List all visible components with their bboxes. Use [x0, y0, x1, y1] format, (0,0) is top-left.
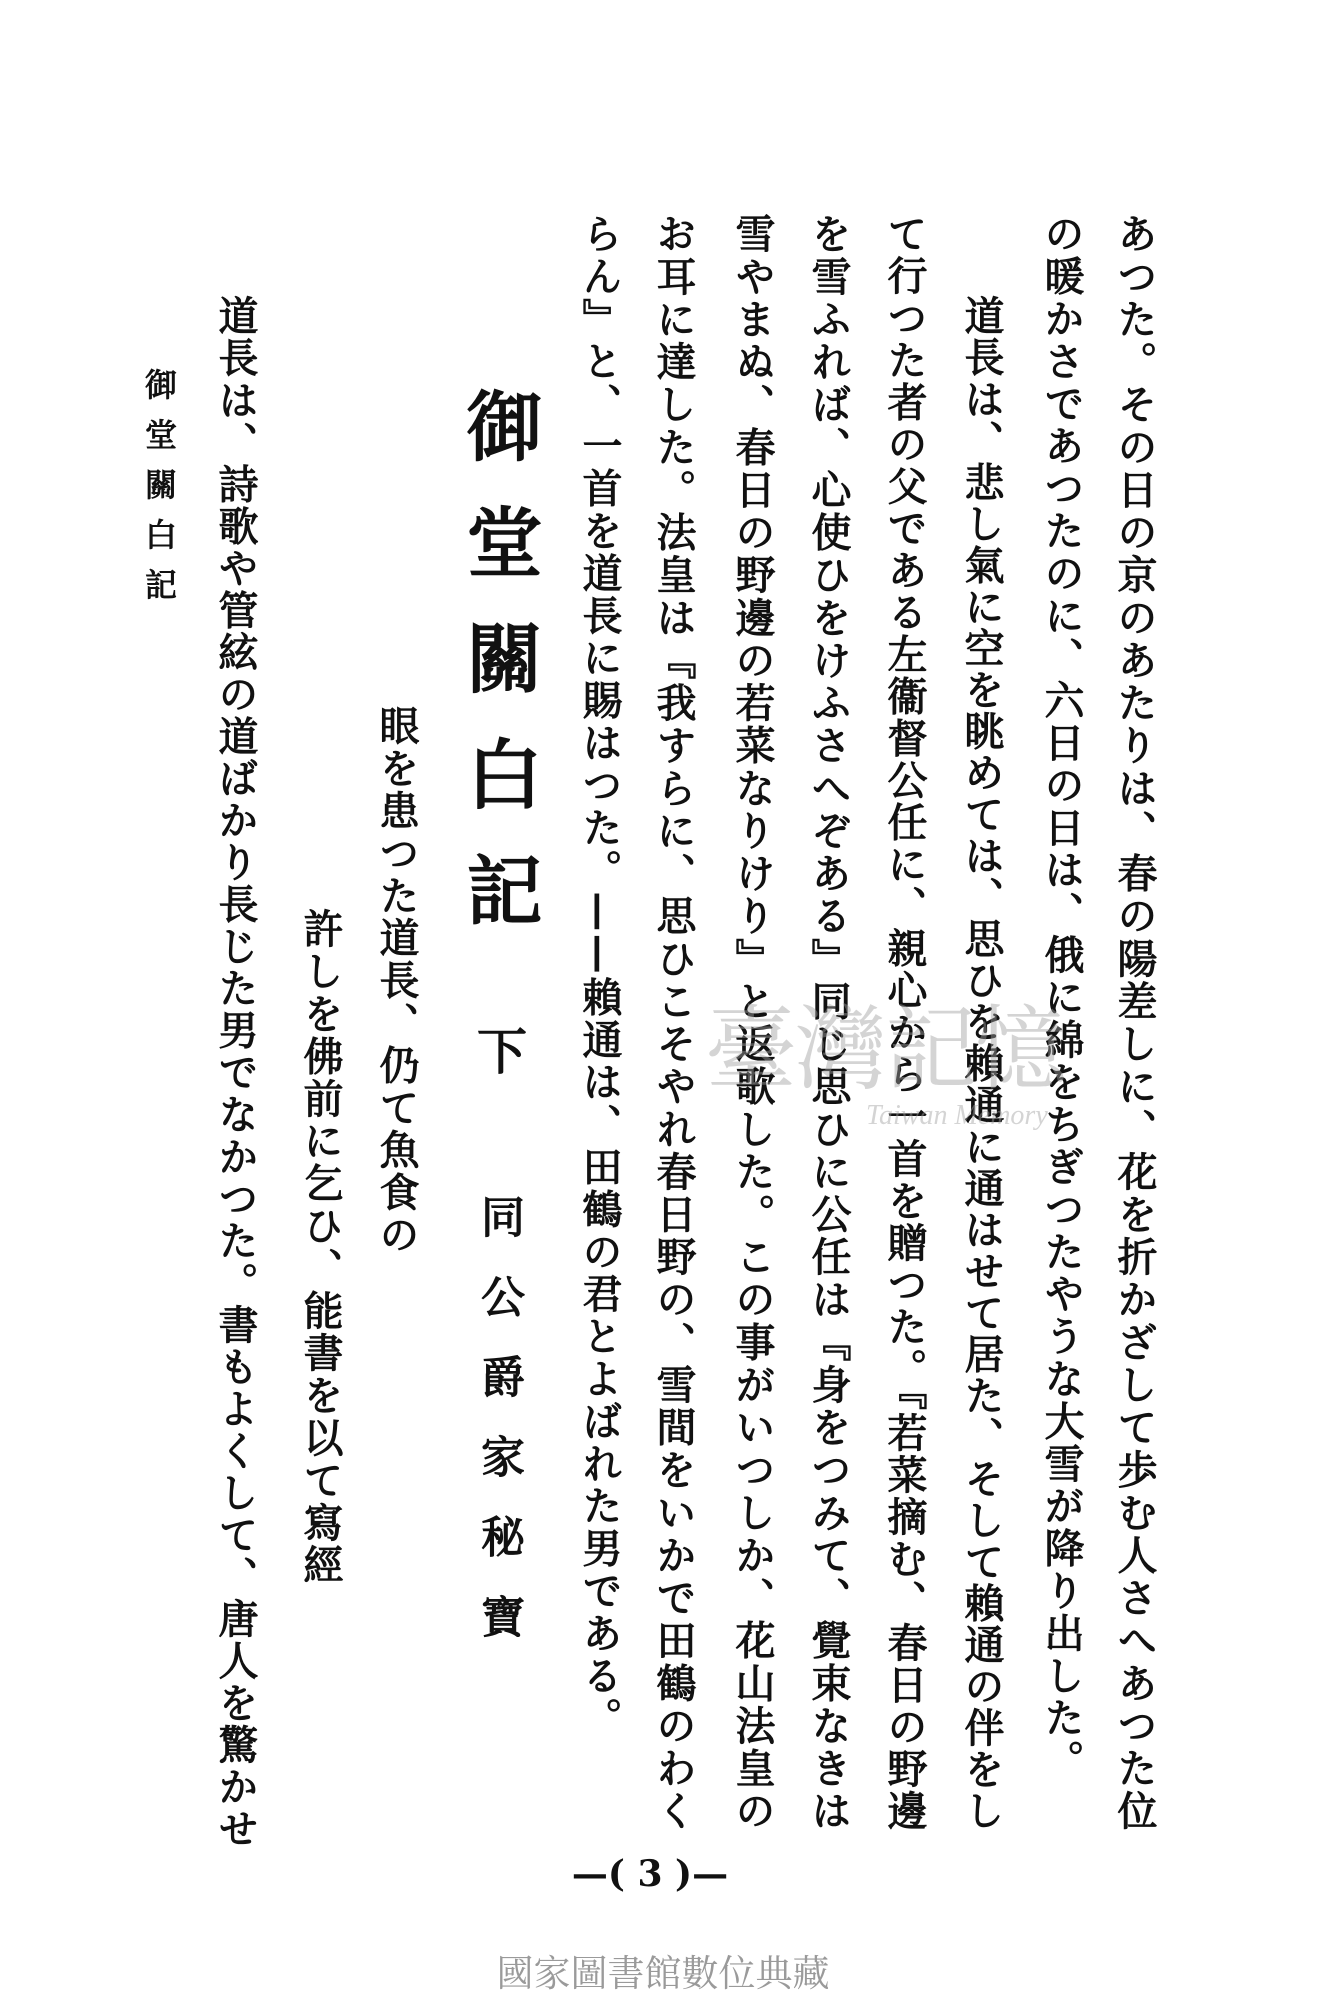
text-column-4: て行つた者の父である左衞督公任に、親心から一首を贈つた。『若菜摘む、春日の野邊 — [881, 213, 928, 1830]
text-column-5: を雪ふれば、心使ひをけふさへぞある』同じ思ひに公任は『身をつみて、覺束なきは — [805, 213, 852, 1830]
text-column-3: 道長は、悲し氣に空を眺めては、思ひを賴通に通はせて居た、そして賴通の伴をし — [958, 295, 1005, 1831]
caption-line-1: 眼を患つた道長、仍て魚食の — [373, 705, 420, 1257]
watermark-subtext: Taiwan Memory — [866, 1100, 1048, 1131]
running-head: 御堂關白記 — [140, 368, 178, 618]
section-title: 御堂關白記 — [454, 387, 543, 967]
text-column-7: お耳に達した。法皇は『我すらに、思ひこそやれ春日野の、雪間をいかで田鶴のわく — [650, 213, 697, 1830]
section-text-column: 道長は、詩歌や管絃の道ばかり長じた男でなかつた。書もよくして、唐人を驚かせ — [212, 295, 259, 1849]
volume-label: 下 — [469, 1025, 528, 1075]
page-number: —( 3 )— — [571, 1853, 729, 1895]
owner-credit: 同公爵家秘寶 — [473, 1194, 524, 1674]
text-column-2: の暖かさであつたのに、六日の日は、俄に綿をちぎつたやうな大雪が降り出した。 — [1038, 213, 1085, 1782]
text-column-8: らん』と、一首を道長に賜はつた。——賴通は、田鶴の君とよばれた男である。 — [576, 213, 623, 1740]
text-column-1: あつた。その日の京のあたりは、春の陽差しに、花を折かざして歩む人さへあつた位 — [1111, 213, 1158, 1830]
watermark-logo: 臺灣記憶 — [705, 996, 1066, 1103]
text-column-6: 雪やまぬ、春日の野邊の若菜なりけり』と返歌した。この事がいつしか、花山法皇の — [729, 213, 776, 1830]
caption-line-2: 許しを佛前に乞ひ、能書を以て寫經 — [297, 908, 344, 1587]
library-footer: 國家圖書館數位典藏 — [496, 1952, 830, 1995]
